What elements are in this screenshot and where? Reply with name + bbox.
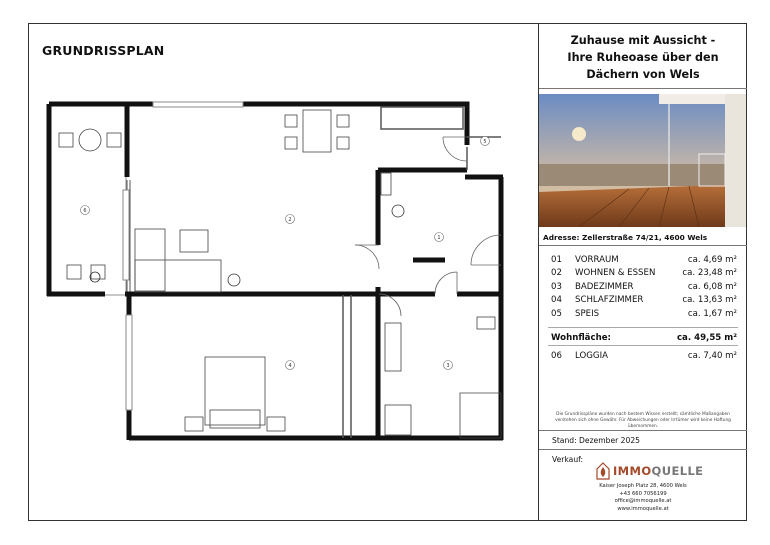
loggia-row: 06 LOGGIA ca. 7,40 m² [551,350,737,361]
immoquelle-logo-icon [596,462,610,480]
balcony-photo [539,94,746,227]
contact-info: Kaiser Joseph Platz 28, 4600 Wels +43 660 7056199 office@immoquelle.at www.immoquelle.at [575,483,711,513]
divider [548,327,738,328]
living-area-total: Wohnfläche: ca. 49,55 m² [551,333,737,343]
address: Adresse: Zellerstraße 74/21, 4600 Wels [543,233,708,242]
verkauf-label: Verkauf: [552,455,584,464]
stand-date: Stand: Dezember 2025 [552,436,640,445]
loggia-area [50,105,130,295]
headline: Zuhause mit Aussicht - Ihre Ruheoase über den Dächern von Wels [567,34,719,81]
room-row: 05 SPEIS ca. 1,67 m² [551,308,737,319]
divider [539,430,747,431]
walls [47,104,503,440]
room-label-2: 2 [288,217,292,223]
plants [90,205,404,286]
room-label-4: 4 [288,363,292,369]
website-link[interactable]: www.immoquelle.at [617,505,669,512]
room-row: 03 BADEZIMMER ca. 6,08 m² [551,281,737,292]
room-row: 04 SCHLAFZIMMER ca. 13,63 m² [551,295,737,306]
room-label-1: 1 [437,235,441,241]
disclaimer: Die Grundrisspläne wurden nach bestem Wissen erstellt; sämtliche Maßangaben verstehen sich ohne Gewähr. Für Abweichungen oder Irrtümer wird keine Haftung übernommen. [555,412,731,429]
divider [548,345,738,346]
room-label-6: 6 [83,208,87,214]
plan-title: GRUNDRISSPLAN [42,43,165,58]
floor-plan [45,95,515,447]
divider [539,449,747,450]
immoquelle-logo: IMMOQUELLE [596,462,703,480]
room-list [551,253,737,321]
room-row: 01 VORRAUM ca. 4,69 m² [551,254,737,265]
room-row: 02 WOHNEN & ESSEN ca. 23,48 m² [551,268,737,279]
windows [123,102,243,410]
divider [539,88,747,89]
email-link[interactable]: office@immoquelle.at [614,498,672,505]
room-label-5: 5 [483,139,487,145]
divider [539,245,747,246]
room-label-3: 3 [446,363,450,369]
